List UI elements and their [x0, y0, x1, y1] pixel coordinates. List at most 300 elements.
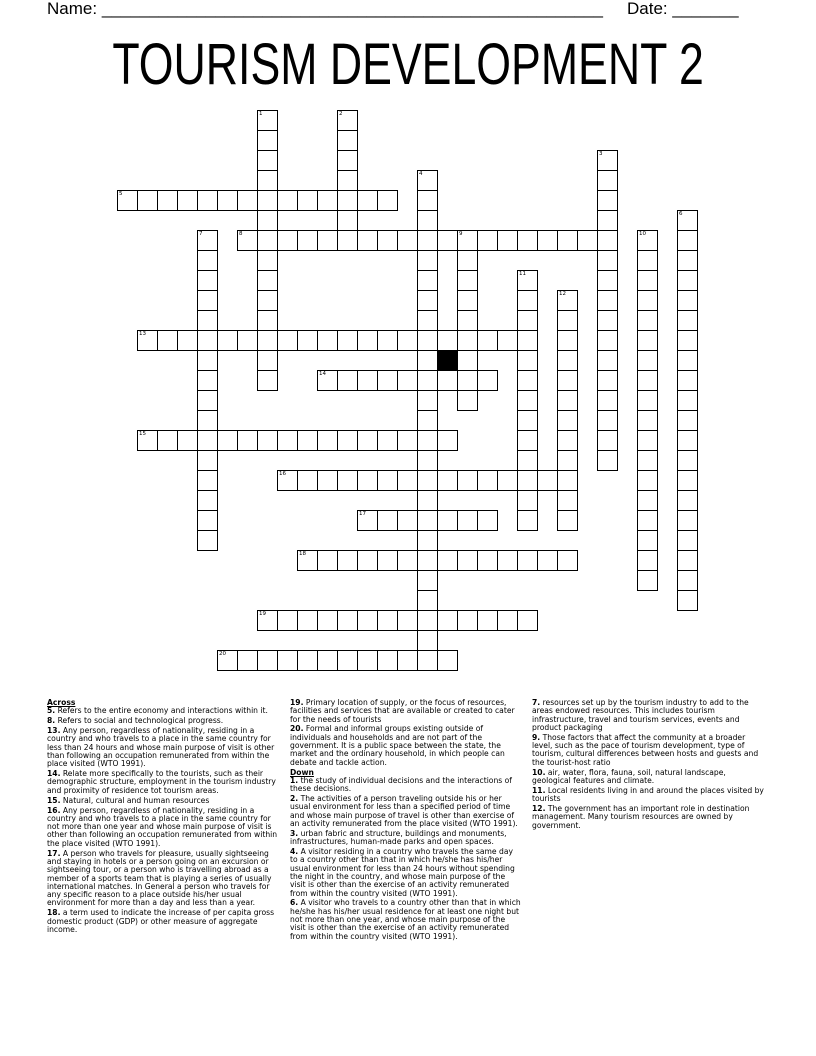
grid-cell: [357, 510, 378, 531]
grid-cell: [457, 250, 478, 271]
grid-cell: [417, 550, 438, 571]
grid-cell: [417, 650, 438, 671]
clue-number: 2.: [290, 794, 299, 804]
clue-number-label: 14: [319, 371, 326, 377]
clue-down-11: [532, 787, 764, 804]
clue-number: 4.: [290, 847, 299, 857]
grid-cell: [537, 470, 558, 491]
grid-cell: [357, 190, 378, 211]
grid-cell: [597, 250, 618, 271]
grid-cell: [597, 290, 618, 311]
grid-cell: [257, 110, 278, 131]
grid-cell: [557, 450, 578, 471]
grid-cell: [517, 290, 538, 311]
grid-cell: [217, 650, 238, 671]
grid-cell: [457, 290, 478, 311]
grid-cell: [337, 150, 358, 171]
grid-cell: [197, 250, 218, 271]
grid-cell: [197, 450, 218, 471]
grid-cell: [557, 410, 578, 431]
grid-cell: [337, 170, 358, 191]
clue-number: 6.: [290, 898, 299, 908]
shaded-cell: [437, 350, 458, 371]
grid-cell: [377, 610, 398, 631]
grid-cell: [337, 470, 358, 491]
clue-number: 1.: [290, 775, 299, 785]
clue-number-label: 18: [299, 551, 306, 557]
clue-number: 20.: [290, 724, 304, 734]
clue-across-8: [47, 717, 279, 725]
grid-cell: [237, 230, 258, 251]
grid-cell: [457, 350, 478, 371]
clue-number: 17.: [47, 848, 61, 858]
grid-cell: [437, 610, 458, 631]
grid-cell: [677, 210, 698, 231]
grid-cell: [437, 370, 458, 391]
clue-text: Any person, regardless of nationality, residing in a country and who travels to a place in the same country for less than 24 hours and whose main purpose of visit is other than following an occupation remunerated from within the place visited (WTO 1991).: [47, 726, 275, 769]
grid-cell: [457, 510, 478, 531]
grid-cell: [197, 290, 218, 311]
grid-cell: [197, 230, 218, 251]
grid-cell: [637, 230, 658, 251]
grid-cell: [597, 230, 618, 251]
grid-cell: [517, 550, 538, 571]
grid-cell: [257, 210, 278, 231]
grid-cell: [677, 390, 698, 411]
grid-cell: [237, 190, 258, 211]
grid-cell: [397, 470, 418, 491]
grid-cell: [637, 490, 658, 511]
grid-cell: [677, 530, 698, 551]
grid-cell: [417, 350, 438, 371]
grid-cell: [337, 430, 358, 451]
clue-down-6: [290, 899, 522, 940]
puzzle-title-text: TOURISM DEVELOPMENT 2: [112, 32, 704, 97]
grid-cell: [677, 350, 698, 371]
clue-text: urban fabric and structure, buildings and monuments, infrastructures, human-made parks and open spaces.: [290, 828, 507, 847]
grid-cell: [397, 370, 418, 391]
grid-cell: [117, 190, 138, 211]
grid-cell: [637, 390, 658, 411]
clue-down-12: [532, 805, 764, 830]
grid-cell: [157, 190, 178, 211]
grid-cell: [277, 430, 298, 451]
grid-cell: [417, 170, 438, 191]
grid-cell: [337, 650, 358, 671]
grid-cell: [597, 190, 618, 211]
grid-cell: [517, 330, 538, 351]
clue-text: the study of individual decisions and the interactions of these decisions.: [290, 775, 512, 794]
grid-cell: [297, 470, 318, 491]
clue-number: 10.: [532, 767, 546, 777]
grid-cell: [477, 370, 498, 391]
grid-cell: [197, 430, 218, 451]
grid-cell: [257, 310, 278, 331]
clue-number: 8.: [47, 716, 56, 726]
grid-cell: [197, 530, 218, 551]
grid-cell: [397, 230, 418, 251]
clue-text: a term used to indicate the increase of per capita gross domestic product (GDP) or other measure of aggregate income.: [47, 908, 275, 934]
grid-cell: [457, 330, 478, 351]
grid-cell: [237, 330, 258, 351]
grid-cell: [217, 190, 238, 211]
grid-cell: [397, 330, 418, 351]
clue-number: 19.: [290, 698, 304, 707]
grid-cell: [337, 370, 358, 391]
grid-cell: [517, 610, 538, 631]
clue-text: The government has an important role in destination management. Many tourism resources are owned by government.: [532, 803, 750, 830]
clue-number-label: 10: [639, 231, 646, 237]
grid-cell: [277, 610, 298, 631]
grid-cell: [597, 270, 618, 291]
grid-cell: [337, 130, 358, 151]
clue-text: A person who travels for pleasure, usually sightseeing and staying in hotels or a person going on an excursion or sightseeing tour, or a person who is travelling abroad as a member of a sports team that is playing a series of usually international matches. In General a person who travels for any specific reason to a place outside his/her usual environment for more than a day and less than a year.: [47, 848, 272, 908]
clue-text: Any person, regardless of nationality, residing in a country and who travels to a place in the same country for not more than one year and whose main purpose of visit is other than following an occupation remunerated from within the place visited (WTO 1991).: [47, 805, 278, 848]
grid-cell: [677, 410, 698, 431]
grid-cell: [377, 330, 398, 351]
date-label: Date:: [627, 0, 668, 18]
grid-cell: [597, 310, 618, 331]
grid-cell: [317, 230, 338, 251]
grid-cell: [417, 390, 438, 411]
grid-cell: [557, 550, 578, 571]
grid-cell: [437, 650, 458, 671]
grid-cell: [637, 470, 658, 491]
grid-cell: [517, 410, 538, 431]
grid-cell: [517, 350, 538, 371]
grid-cell: [417, 370, 438, 391]
clue-number-label: 15: [139, 431, 146, 437]
grid-cell: [677, 510, 698, 531]
clue-number: 5.: [47, 706, 56, 716]
grid-cell: [197, 370, 218, 391]
grid-cell: [477, 470, 498, 491]
grid-cell: [517, 230, 538, 251]
grid-cell: [397, 650, 418, 671]
clue-number-label: 16: [279, 471, 286, 477]
clues-column-1: [47, 699, 279, 936]
grid-cell: [237, 430, 258, 451]
grid-cell: [237, 650, 258, 671]
clue-text: Formal and informal groups existing outside of individuals and households and are not part of the government. It is a public space between the state, the market and the ordinary household, in which people can debate and tackle action.: [290, 724, 505, 767]
clue-number-label: 1: [259, 111, 263, 117]
grid-cell: [677, 370, 698, 391]
grid-cell: [417, 190, 438, 211]
clue-number-label: 6: [679, 211, 683, 217]
clue-number-label: 12: [559, 291, 566, 297]
grid-cell: [637, 270, 658, 291]
grid-cell: [597, 390, 618, 411]
grid-cell: [677, 430, 698, 451]
grid-cell: [677, 270, 698, 291]
grid-cell: [277, 650, 298, 671]
clue-number: 16.: [47, 805, 61, 815]
grid-cell: [197, 350, 218, 371]
grid-cell: [537, 550, 558, 571]
grid-cell: [297, 650, 318, 671]
grid-cell: [337, 610, 358, 631]
grid-cell: [457, 390, 478, 411]
clue-number-label: 8: [239, 231, 243, 237]
clue-number: 15.: [47, 795, 61, 805]
grid-cell: [637, 450, 658, 471]
grid-cell: [637, 430, 658, 451]
grid-cell: [377, 370, 398, 391]
grid-cell: [637, 350, 658, 371]
grid-cell: [337, 330, 358, 351]
grid-cell: [677, 330, 698, 351]
grid-cell: [357, 610, 378, 631]
clue-across-17: [47, 850, 279, 908]
grid-cell: [597, 210, 618, 231]
grid-cell: [637, 290, 658, 311]
grid-cell: [257, 350, 278, 371]
grid-cell: [257, 650, 278, 671]
grid-cell: [477, 550, 498, 571]
grid-cell: [417, 250, 438, 271]
grid-cell: [317, 430, 338, 451]
clue-number-label: 17: [359, 511, 366, 517]
grid-cell: [677, 450, 698, 471]
grid-cell: [557, 350, 578, 371]
grid-cell: [417, 630, 438, 651]
grid-cell: [357, 650, 378, 671]
grid-cell: [557, 330, 578, 351]
grid-cell: [477, 230, 498, 251]
clue-text: Refers to the entire economy and interactions within it.: [57, 706, 268, 716]
grid-cell: [497, 610, 518, 631]
clue-text: A visitor residing in a country who travels the same day to a country other than that in which he/she has his/her usual environment for less than 24 hours without spending the night in the country, and whose main purpose of the visit is other than the exercise of an activity remunerated from within the country visited (WTO 1991).: [290, 847, 515, 898]
grid-cell: [597, 450, 618, 471]
grid-cell: [197, 310, 218, 331]
clue-number: 14.: [47, 769, 61, 779]
grid-cell: [377, 650, 398, 671]
grid-cell: [637, 310, 658, 331]
grid-cell: [297, 190, 318, 211]
clue-number-label: 9: [459, 231, 463, 237]
grid-cell: [457, 550, 478, 571]
grid-cell: [397, 610, 418, 631]
grid-cell: [317, 190, 338, 211]
grid-cell: [637, 510, 658, 531]
grid-cell: [437, 330, 458, 351]
clue-text: Local residents living in and around the places visited by tourists: [532, 785, 764, 804]
grid-cell: [557, 470, 578, 491]
grid-cell: [417, 290, 438, 311]
grid-cell: [677, 290, 698, 311]
grid-cell: [337, 110, 358, 131]
clue-number: 3.: [290, 828, 299, 838]
grid-cell: [357, 470, 378, 491]
clue-text: Refers to social and technological progress.: [57, 716, 224, 726]
grid-cell: [297, 330, 318, 351]
grid-cell: [177, 330, 198, 351]
grid-cell: [357, 330, 378, 351]
name-blank-line: _____________________________________________________: [101, 0, 603, 18]
across-heading: Across: [47, 698, 76, 707]
grid-cell: [157, 430, 178, 451]
grid-cell: [257, 230, 278, 251]
clues-column-2: [290, 699, 522, 942]
grid-cell: [277, 230, 298, 251]
grid-cell: [517, 510, 538, 531]
clue-number: 11.: [532, 785, 546, 795]
grid-cell: [397, 510, 418, 531]
grid-cell: [197, 470, 218, 491]
grid-cell: [197, 490, 218, 511]
clue-across-19: [290, 699, 522, 724]
grid-cell: [377, 510, 398, 531]
grid-cell: [637, 330, 658, 351]
grid-cell: [557, 370, 578, 391]
grid-cell: [477, 610, 498, 631]
grid-cell: [517, 270, 538, 291]
grid-cell: [517, 390, 538, 411]
grid-cell: [677, 470, 698, 491]
grid-cell: [517, 450, 538, 471]
grid-cell: [197, 510, 218, 531]
grid-cell: [277, 190, 298, 211]
clue-down-3: [290, 830, 522, 847]
clue-down-9: [532, 734, 764, 767]
grid-cell: [557, 390, 578, 411]
grid-cell: [497, 330, 518, 351]
down-heading: Down: [290, 767, 314, 777]
grid-cell: [497, 470, 518, 491]
clue-number-label: 11: [519, 271, 526, 277]
grid-cell: [597, 330, 618, 351]
clue-down-7: [532, 699, 764, 732]
clue-down-2: [290, 795, 522, 828]
grid-cell: [377, 430, 398, 451]
grid-cell: [357, 430, 378, 451]
clues-column-3: [532, 699, 764, 831]
grid-cell: [557, 290, 578, 311]
grid-cell: [597, 370, 618, 391]
clue-down-10: [532, 769, 764, 786]
grid-cell: [257, 150, 278, 171]
grid-cell: [357, 550, 378, 571]
grid-cell: [457, 310, 478, 331]
clue-down-4: [290, 848, 522, 898]
clue-number: 7.: [532, 698, 541, 707]
grid-cell: [257, 130, 278, 151]
clue-across-18: [47, 909, 279, 934]
grid-cell: [417, 230, 438, 251]
grid-cell: [337, 190, 358, 211]
grid-cell: [417, 430, 438, 451]
clue-across-13: [47, 727, 279, 768]
clue-number-label: 4: [419, 171, 423, 177]
clue-text: The activities of a person traveling outside his or her usual environment for less than a specified period of time and whose main purpose of travel is other than exercise of an activity remunerated from the place visited (WTO 1991).: [290, 794, 518, 828]
grid-cell: [257, 430, 278, 451]
grid-cell: [437, 230, 458, 251]
name-field: [47, 0, 603, 17]
clue-text: Those factors that affect the community at a broader level, such as the pace of tourism development, type of tourism, cultural differences between hosts and guests and the tourist-host ratio: [532, 732, 759, 767]
grid-cell: [417, 590, 438, 611]
grid-cell: [257, 170, 278, 191]
clue-number: 13.: [47, 726, 61, 736]
grid-cell: [537, 230, 558, 251]
grid-cell: [397, 550, 418, 571]
grid-cell: [357, 230, 378, 251]
grid-cell: [137, 190, 158, 211]
grid-cell: [417, 490, 438, 511]
clue-text: Primary location of supply, or the focus of resources, facilities and services that are available or created to cater for the needs of tourists: [290, 698, 515, 724]
grid-cell: [257, 370, 278, 391]
grid-cell: [137, 430, 158, 451]
grid-cell: [377, 230, 398, 251]
grid-cell: [417, 510, 438, 531]
date-blank-line: _______: [672, 0, 739, 18]
clue-text: Natural, cultural and human resources: [62, 795, 210, 805]
grid-cell: [637, 410, 658, 431]
grid-cell: [477, 510, 498, 531]
grid-cell: [557, 310, 578, 331]
grid-cell: [417, 210, 438, 231]
grid-cell: [637, 530, 658, 551]
grid-cell: [317, 370, 338, 391]
grid-cell: [457, 270, 478, 291]
clue-number-label: 7: [199, 231, 203, 237]
grid-cell: [457, 370, 478, 391]
grid-cell: [377, 190, 398, 211]
clue-number: 9.: [532, 732, 541, 742]
grid-cell: [677, 590, 698, 611]
grid-cell: [317, 650, 338, 671]
grid-cell: [217, 430, 238, 451]
grid-cell: [637, 250, 658, 271]
grid-cell: [417, 410, 438, 431]
grid-cell: [517, 470, 538, 491]
clue-text: Relate more specifically to the tourists, such as their demographic structure, employment in the tourism industry and proximity of residence tot tourism areas.: [47, 769, 276, 795]
grid-cell: [517, 430, 538, 451]
grid-cell: [417, 610, 438, 631]
clue-across-15: [47, 797, 279, 805]
clue-across-20: [290, 725, 522, 766]
grid-cell: [377, 550, 398, 571]
grid-cell: [677, 550, 698, 571]
clue-number-label: 20: [219, 651, 226, 657]
grid-cell: [177, 190, 198, 211]
grid-cell: [477, 330, 498, 351]
grid-cell: [297, 230, 318, 251]
grid-cell: [197, 410, 218, 431]
grid-cell: [197, 190, 218, 211]
grid-cell: [677, 230, 698, 251]
grid-cell: [677, 310, 698, 331]
grid-cell: [417, 530, 438, 551]
grid-cell: [557, 490, 578, 511]
clue-down-1: [290, 777, 522, 794]
clue-number-label: 5: [119, 191, 123, 197]
grid-cell: [317, 330, 338, 351]
grid-cell: [417, 450, 438, 471]
grid-cell: [637, 550, 658, 571]
grid-cell: [457, 470, 478, 491]
grid-cell: [437, 550, 458, 571]
grid-cell: [257, 610, 278, 631]
grid-cell: [517, 310, 538, 331]
grid-cell: [597, 170, 618, 191]
grid-cell: [497, 230, 518, 251]
grid-cell: [597, 410, 618, 431]
grid-cell: [557, 430, 578, 451]
grid-cell: [297, 430, 318, 451]
grid-cell: [177, 430, 198, 451]
grid-cell: [437, 430, 458, 451]
clue-across-16: [47, 807, 279, 848]
